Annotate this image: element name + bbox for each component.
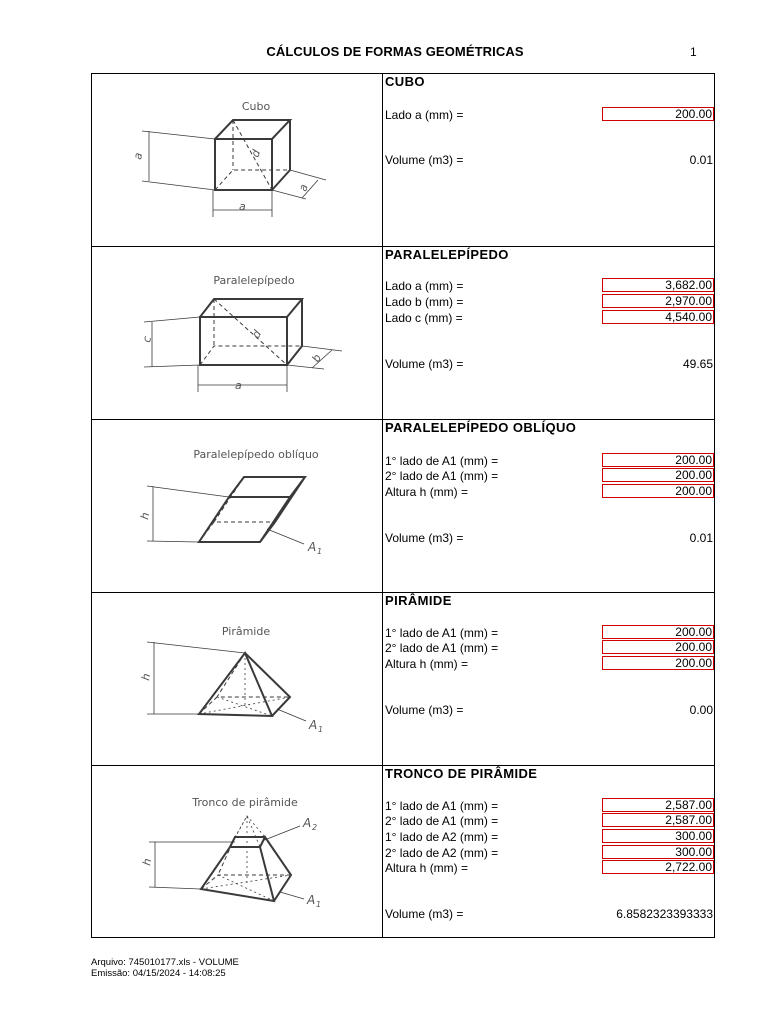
svg-text:A: A bbox=[309, 718, 318, 732]
field-label: 1° lado de A1 (mm) = bbox=[385, 799, 499, 813]
volume-label: Volume (m3) = bbox=[385, 703, 464, 717]
volume-value: 0.01 bbox=[689, 153, 713, 167]
field-label: 2° lado de A1 (mm) = bbox=[385, 641, 499, 655]
input-row bbox=[385, 453, 714, 469]
lado2-a2-input[interactable]: 300.00 bbox=[602, 845, 714, 859]
volume-value: 49.65 bbox=[682, 357, 713, 371]
volume-value: 6.8582323393333 bbox=[616, 907, 713, 921]
document-footer bbox=[91, 957, 239, 979]
svg-text:1: 1 bbox=[318, 725, 324, 734]
input-row bbox=[385, 625, 714, 641]
document-title: CÁLCULOS DE FORMAS GEOMÉTRICAS bbox=[266, 44, 524, 59]
input-row bbox=[385, 813, 714, 829]
input-row bbox=[385, 484, 714, 500]
input-row bbox=[385, 107, 714, 123]
file-info: Arquivo: 745010177.xls - VOLUME bbox=[91, 957, 239, 968]
input-row bbox=[385, 798, 714, 814]
cube-figure bbox=[92, 74, 382, 246]
lado1-a2-input[interactable]: 300.00 bbox=[602, 829, 714, 843]
lado-a-input[interactable]: 200.00 bbox=[602, 107, 714, 121]
svg-text:1: 1 bbox=[316, 900, 322, 909]
lado1-a1-input[interactable]: 200.00 bbox=[602, 453, 714, 467]
page-number: 1 bbox=[690, 45, 697, 59]
lado2-a1-input[interactable]: 200.00 bbox=[602, 640, 714, 654]
input-row bbox=[385, 656, 714, 672]
field-label: Lado a (mm) = bbox=[385, 108, 464, 122]
section-title: TRONCO DE PIRÂMIDE bbox=[385, 766, 538, 781]
section-title: CUBO bbox=[385, 74, 425, 89]
input-row bbox=[385, 640, 714, 656]
input-row bbox=[385, 860, 714, 876]
lado-b-input[interactable]: 2,970.00 bbox=[602, 294, 714, 308]
altura-h-input[interactable]: 200.00 bbox=[602, 484, 714, 498]
figure-caption: Pirâmide bbox=[221, 625, 271, 638]
svg-text:h: h bbox=[139, 672, 154, 682]
lado1-a1-input[interactable]: 2,587.00 bbox=[602, 798, 714, 812]
input-row bbox=[385, 278, 714, 294]
input-row bbox=[385, 468, 714, 484]
svg-text:A: A bbox=[307, 893, 316, 907]
input-row bbox=[385, 294, 714, 310]
volume-row bbox=[385, 356, 714, 372]
svg-text:a: a bbox=[239, 200, 246, 213]
volume-label: Volume (m3) = bbox=[385, 907, 464, 921]
svg-text:a: a bbox=[296, 182, 311, 193]
svg-text:2: 2 bbox=[312, 823, 318, 832]
field-label: 2° lado de A1 (mm) = bbox=[385, 469, 499, 483]
field-label: 2° lado de A1 (mm) = bbox=[385, 814, 499, 828]
altura-h-input[interactable]: 2,722.00 bbox=[602, 860, 714, 874]
svg-text:d: d bbox=[249, 327, 265, 341]
lado-c-input[interactable]: 4,540.00 bbox=[602, 310, 714, 324]
volume-row bbox=[385, 702, 714, 718]
section-title: PARALELEPÍPEDO bbox=[385, 247, 509, 262]
volume-row bbox=[385, 152, 714, 168]
svg-text:c: c bbox=[140, 335, 155, 344]
pyramid-figure bbox=[92, 593, 382, 765]
section-title: PIRÂMIDE bbox=[385, 593, 452, 608]
frustum-figure bbox=[92, 766, 382, 938]
altura-h-input[interactable]: 200.00 bbox=[602, 656, 714, 670]
svg-text:b: b bbox=[309, 351, 325, 365]
column-divider bbox=[382, 73, 383, 938]
figure-caption: Cubo bbox=[241, 100, 271, 113]
field-label: Lado c (mm) = bbox=[385, 311, 463, 325]
field-label: 1° lado de A1 (mm) = bbox=[385, 626, 499, 640]
volume-row bbox=[385, 530, 714, 546]
input-row bbox=[385, 310, 714, 326]
svg-text:h: h bbox=[138, 511, 153, 521]
lado2-a1-input[interactable]: 200.00 bbox=[602, 468, 714, 482]
input-row bbox=[385, 829, 714, 845]
field-label: Altura h (mm) = bbox=[385, 485, 469, 499]
field-label: 2° lado de A2 (mm) = bbox=[385, 846, 499, 860]
figure-caption: Paralelepípedo bbox=[213, 274, 295, 287]
figure-caption: Tronco de pirâmide bbox=[192, 796, 298, 809]
field-label: Lado b (mm) = bbox=[385, 295, 464, 309]
volume-value: 0.01 bbox=[689, 531, 713, 545]
field-label: 1° lado de A1 (mm) = bbox=[385, 454, 499, 468]
section-title: PARALELEPÍPEDO OBLÍQUO bbox=[385, 420, 577, 435]
field-label: Altura h (mm) = bbox=[385, 861, 469, 875]
svg-text:a: a bbox=[235, 379, 242, 392]
svg-text:1: 1 bbox=[317, 547, 323, 556]
oblique-parallelepiped-figure bbox=[92, 420, 382, 592]
volume-label: Volume (m3) = bbox=[385, 357, 464, 371]
figure-caption: Paralelepípedo oblíquo bbox=[193, 448, 319, 461]
volume-label: Volume (m3) = bbox=[385, 531, 464, 545]
lado-a-input[interactable]: 3,682.00 bbox=[602, 278, 714, 292]
field-label: 1° lado de A2 (mm) = bbox=[385, 830, 499, 844]
input-row bbox=[385, 845, 714, 861]
volume-row bbox=[385, 906, 714, 922]
volume-label: Volume (m3) = bbox=[385, 153, 464, 167]
parallelepiped-figure bbox=[92, 247, 382, 419]
svg-text:a: a bbox=[131, 151, 146, 161]
svg-text:A: A bbox=[308, 540, 317, 554]
svg-text:d: d bbox=[248, 148, 264, 160]
issue-date: Emissão: 04/15/2024 - 14:08:25 bbox=[91, 968, 226, 979]
field-label: Lado a (mm) = bbox=[385, 279, 464, 293]
svg-text:h: h bbox=[140, 857, 155, 867]
svg-text:A: A bbox=[303, 816, 312, 830]
field-label: Altura h (mm) = bbox=[385, 657, 469, 671]
volume-value: 0.00 bbox=[689, 703, 713, 717]
lado1-a1-input[interactable]: 200.00 bbox=[602, 625, 714, 639]
lado2-a1-input[interactable]: 2,587.00 bbox=[602, 813, 714, 827]
